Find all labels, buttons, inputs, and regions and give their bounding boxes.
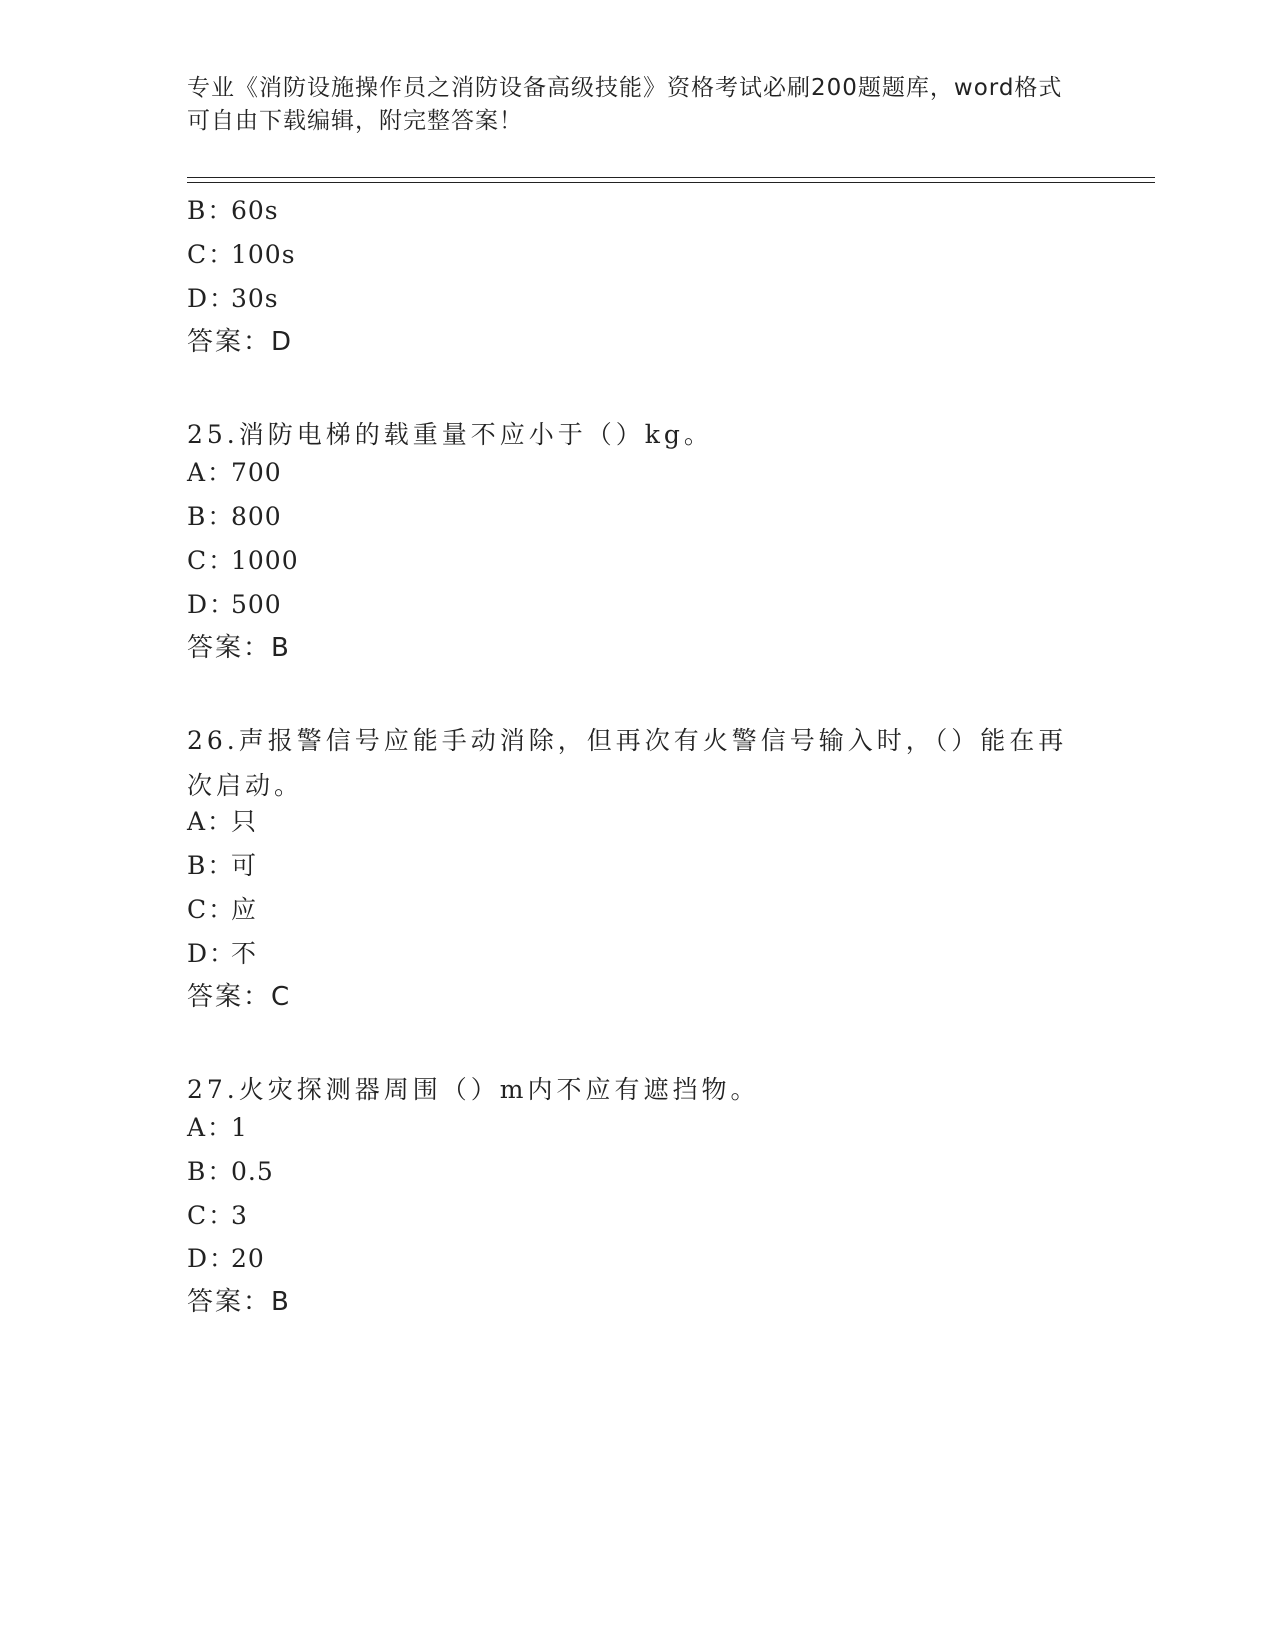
option-b	[187, 502, 282, 532]
option-b	[187, 851, 257, 881]
option-label: B：	[187, 1157, 235, 1186]
option-b	[187, 1157, 274, 1187]
option-label: D：	[187, 939, 237, 968]
option-value: 1000	[231, 546, 299, 575]
option-value: 500	[231, 590, 282, 619]
option-label: B：	[187, 851, 235, 880]
option-value: 20	[231, 1244, 265, 1273]
header-divider-bottom	[187, 182, 1155, 183]
option-d	[187, 590, 282, 620]
question-27-text: 27.火灾探测器周围（）m内不应有遮挡物。	[187, 1075, 760, 1104]
header-divider-top	[187, 177, 1155, 178]
option-c	[187, 240, 296, 270]
answer-line: 答案：C	[187, 982, 292, 1012]
option-value: 100s	[231, 240, 296, 269]
option-value: 可	[231, 851, 258, 880]
option-a	[187, 1113, 248, 1143]
option-value: 3	[231, 1201, 248, 1230]
option-label: D：	[187, 590, 237, 619]
option-a	[187, 807, 257, 837]
option-d	[187, 284, 279, 314]
option-c	[187, 546, 299, 576]
option-label: B：	[187, 196, 235, 225]
option-value: 0.5	[231, 1157, 274, 1186]
option-label: C：	[187, 895, 236, 924]
option-value: 800	[231, 502, 282, 531]
option-label: C：	[187, 1201, 236, 1230]
option-label: D：	[187, 284, 237, 313]
option-label: A：	[187, 458, 235, 487]
option-value: 只	[231, 807, 258, 836]
question-26-text: 26.声报警信号应能手动消除，但再次有火警信号输入时，（）能在再次启动。	[187, 726, 1068, 800]
option-a	[187, 458, 282, 488]
option-label: C：	[187, 546, 236, 575]
option-value: 30s	[231, 284, 279, 313]
option-value: 700	[231, 458, 282, 487]
answer-line: 答案：D	[187, 327, 294, 357]
option-b	[187, 196, 279, 226]
answer-line: 答案：B	[187, 633, 291, 663]
option-label: A：	[187, 807, 235, 836]
option-label: A：	[187, 1113, 235, 1142]
option-label: D：	[187, 1244, 237, 1273]
option-label: B：	[187, 502, 235, 531]
option-value: 应	[231, 895, 258, 924]
option-c	[187, 1201, 248, 1231]
answer-line: 答案：B	[187, 1287, 291, 1317]
document-header: 专业《消防设施操作员之消防设备高级技能》资格考试必刷200题题库，word格式可自由下载编辑，附完整答案！	[187, 75, 1063, 134]
option-value: 60s	[231, 196, 279, 225]
option-label: C：	[187, 240, 236, 269]
option-value: 不	[231, 939, 258, 968]
option-d	[187, 939, 257, 969]
question-25-text: 25.消防电梯的载重量不应小于（）kg。	[187, 420, 713, 449]
option-value: 1	[231, 1113, 248, 1142]
option-c	[187, 895, 257, 925]
option-d	[187, 1244, 265, 1274]
